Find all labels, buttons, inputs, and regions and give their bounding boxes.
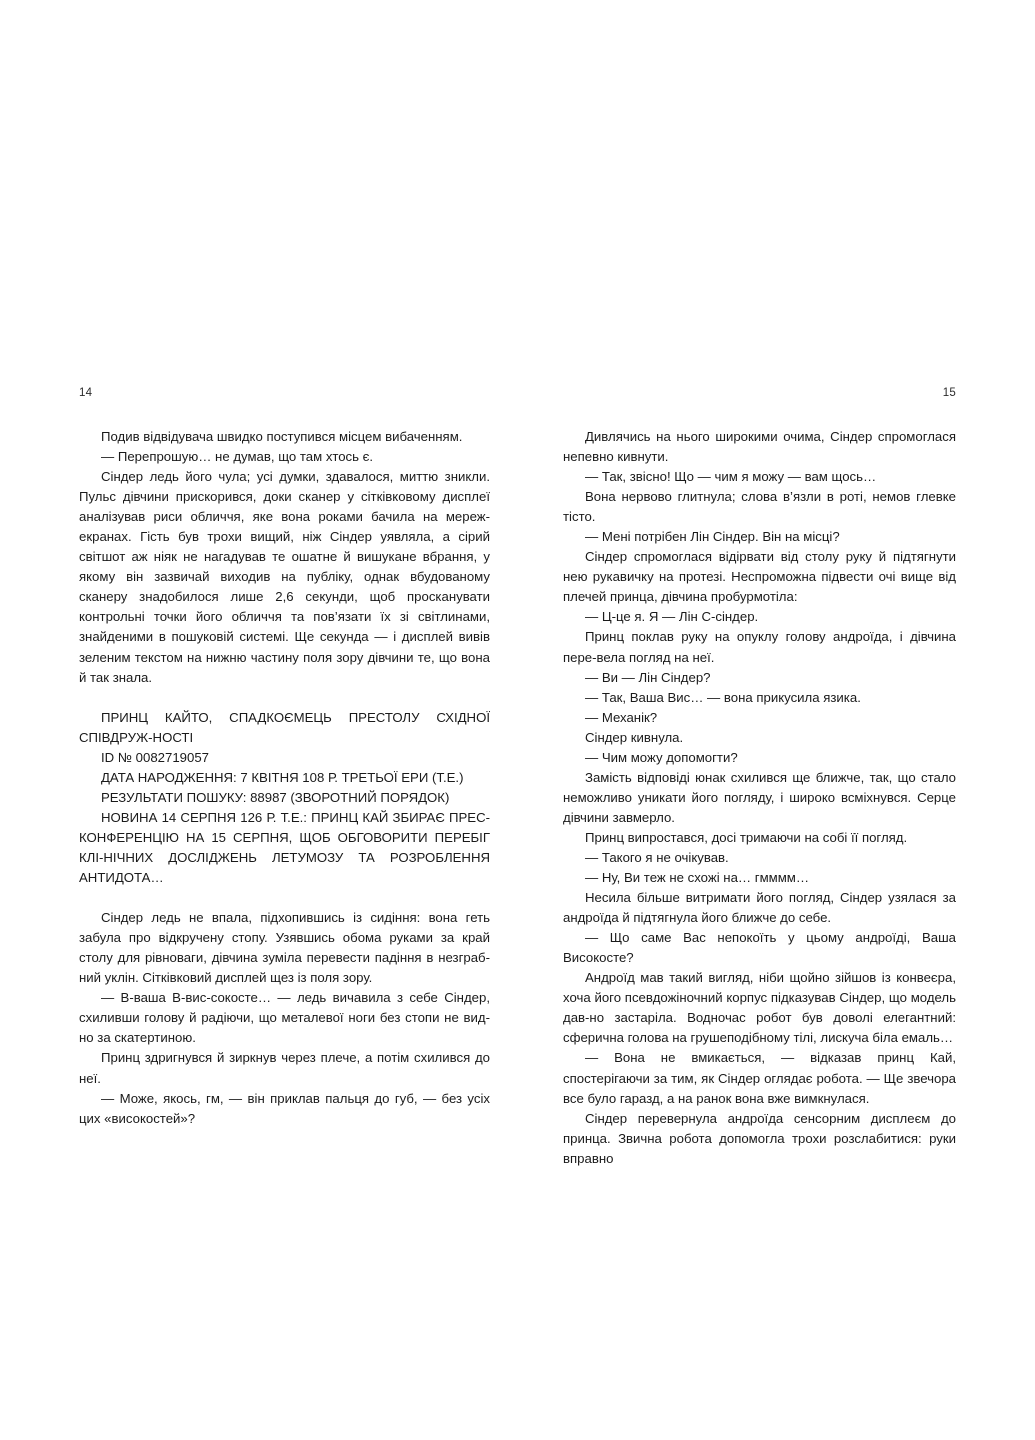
paragraph: — Перепрошую… не думав, що там хтось є.: [101, 449, 374, 465]
paragraph: — Ви — Лін Сіндер?: [585, 669, 711, 685]
paragraph: Сіндер спромоглася відірвати від столу руку й підтягнути нею рукавичку на протезі. Неспроможна підвести очі вище від плечей принца, дівчина пробурмотіла:: [563, 549, 956, 605]
paragraph: Андроїд мав такий вигляд, ніби щойно зійшов із конвеєра, хоча його псевдожіночний корпус підказував Сіндер, що модель дав-но застаріла. Водночас робот був доволі елегантний: сферична голова на грушеподібному тілі, лискуча біла емаль…: [563, 970, 956, 1046]
page-right: [563, 386, 956, 1169]
paragraph: Принц поклав руку на опуклу голову андроїда, і дівчина пере-вела погляд на неї.: [563, 629, 956, 665]
scan-line: РЕЗУЛЬТАТИ ПОШУКУ: 88987 (ЗВОРОТНИЙ ПОРЯДОК): [101, 789, 450, 805]
paragraph: — Мені потрібен Лін Сіндер. Він на місці?: [585, 529, 840, 545]
paragraph: — Може, якось, гм, — він приклав пальця до губ, — без усіх цих «високостей»?: [79, 1090, 490, 1126]
scan-line: ДАТА НАРОДЖЕННЯ: 7 КВІТНЯ 108 Р. ТРЕТЬОЇ ЕРИ (Т.Е.): [101, 769, 464, 785]
paragraph: Сіндер перевернула андроїда сенсорним дисплеєм до принца. Звична робота допомогла трохи розслабитися: руки вправно: [563, 1110, 956, 1166]
paragraph: Замість відповіді юнак схилився ще ближче, так, що стало неможливо уникати його погляду, і широко всміхнувся. Серце дівчини завмерло.: [563, 769, 956, 825]
paragraph: — Ну, Ви теж не схожі на… гмммм…: [585, 870, 810, 886]
paragraph: — Ц-це я. Я — Лін С-сіндер.: [585, 609, 759, 625]
paragraph: Подив відвідувача швидко поступився місцем вибаченням.: [101, 429, 463, 444]
paragraph: Принц випростався, досі тримаючи на собі її погляд.: [585, 829, 908, 845]
paragraph: — Вона не вмикається, — відказав принц Кай, спостерігаючи за тим, як Сіндер оглядає робота. — Ще звечора все було гаразд, а на ранок вона вже вимкнулася.: [563, 1050, 956, 1106]
left-page-textblock: [79, 427, 490, 1129]
paragraph: — В-ваша В-вис-сокосте… — ледь вичавила з себе Сіндер, схиливши голову й радіючи, що металевої ноги без стопи не вид-но за скатертиною.: [79, 990, 490, 1046]
scan-line: ПРИНЦ КАЙТО, СПАДКОЄМЕЦЬ ПРЕСТОЛУ СХІДНОЇ СПІВДРУЖ-НОСТІ: [79, 709, 490, 745]
paragraph: Дивлячись на нього широкими очима, Сіндер спромоглася непевно кивнути.: [563, 429, 956, 465]
scan-line: ID № 0082719057: [101, 749, 210, 765]
page-number-right: 15: [942, 387, 956, 399]
paragraph: Сіндер ледь його чула; усі думки, здавалося, миттю зникли. Пульс дівчини прискорився, доки сканер у сітківковому дисплеї аналізував риси обличчя, яке вона роками бачила на мереж-екранах. Гість був трохи вищий, ніж Сіндер уявляла, а сірий світшот аж ніяк не нагадував те ошатне й вишукане вбрання, у якому він зазвичай виходив на публіку, однак вбудованому сканеру знадобилося лише 2,6 секунди, щоб просканувати контрольні точки його обличчя та пов’язати їх зі світлинами, знайденими в пошуковій системі. Ще секунда — і дисплей вивів зеленим текстом на нижню частину поля зору дівчини те, що вона й так знала.: [79, 469, 490, 685]
paragraph: — Чим можу допомогти?: [585, 749, 738, 765]
paragraph: — Механік?: [585, 709, 658, 725]
paragraph: Вона нервово глитнула; слова в’язли в роті, немов глевке тісто.: [563, 489, 956, 525]
scan-line: НОВИНА 14 СЕРПНЯ 126 Р. Т.Е.: ПРИНЦ КАЙ ЗБИРАЄ ПРЕС-КОНФЕРЕНЦІЮ НА 15 СЕРПНЯ, ЩОБ ОБГОВОРИТИ ПЕРЕБІГ КЛІ-НІЧНИХ ДОСЛІДЖЕНЬ ЛЕТУМОЗУ ТА РОЗРОБЛЕННЯ АНТИДОТА…: [79, 809, 490, 886]
page-left: [79, 386, 490, 1129]
page-number-left: 14: [79, 387, 93, 399]
right-page-textblock: [563, 427, 956, 1169]
paragraph: Несила більше витримати його погляд, Сіндер узялася за андроїда й підтягнула його ближче до себе.: [563, 890, 956, 926]
paragraph-spacer: [79, 888, 490, 908]
paragraph: — Що саме Вас непокоїть у цьому андроїді, Ваша Високосте?: [563, 930, 956, 966]
paragraph: — Такого я не очікував.: [585, 849, 729, 865]
paragraph: Сіндер ледь не впала, підхопившись із сидіння: вона геть забула про відкручену стопу. Узявшись обома руками за край столу для рівноваги, дівчина зуміла перевести падіння в незграб-ний уклін. Сітківковий дисплей щез із поля зору.: [79, 910, 490, 986]
retina-scan-readout: [79, 708, 490, 888]
paragraph: — Так, звісно! Що — чим я можу — вам щось…: [585, 469, 877, 485]
paragraph: Принц здригнувся й зиркнув через плече, а потім схилився до неї.: [79, 1050, 490, 1086]
paragraph: Сіндер кивнула.: [585, 729, 684, 745]
paragraph-spacer: [79, 688, 490, 708]
paragraph: — Так, Ваша Вис… — вона прикусила язика.: [585, 689, 861, 705]
